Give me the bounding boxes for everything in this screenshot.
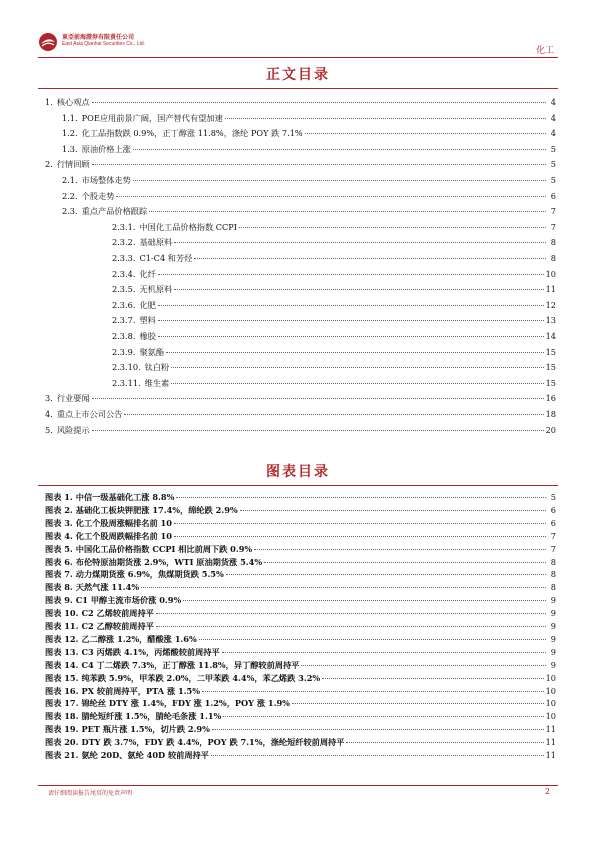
footer-divider <box>38 785 558 786</box>
figure-entry[interactable] <box>45 543 556 556</box>
figure-entry[interactable] <box>45 517 556 530</box>
figure-entry-number: 图表 21. <box>45 750 79 760</box>
figure-entry-title: 锦纶丝 DTY 涨 1.4%，FDY 涨 1.2%，POY 涨 1.9% <box>81 698 290 709</box>
figure-leader-dots <box>211 755 544 756</box>
figure-entry[interactable] <box>45 710 556 723</box>
toc-entry-title: 化肥 <box>139 299 156 310</box>
toc-entry-page: 15 <box>545 377 556 388</box>
toc-entry-title: POE应用前景广阔，国产替代有望加速 <box>81 112 223 123</box>
toc-leader-dots <box>166 352 544 353</box>
figure-leader-dots <box>254 549 546 550</box>
toc-entry-number: 2.3.8. <box>112 331 136 341</box>
toc-leader-dots <box>116 196 546 197</box>
toc-entry-title: 原油价格上涨 <box>81 143 131 154</box>
toc-entry-page: 7 <box>550 221 556 232</box>
page-number: 2 <box>544 787 550 796</box>
figure-entry-page: 5 <box>550 492 556 502</box>
figure-leader-dots <box>264 562 546 563</box>
toc-entry-page: 20 <box>545 424 556 435</box>
toc-entry[interactable] <box>62 205 556 218</box>
figure-entry-page: 9 <box>550 633 556 644</box>
toc-entry[interactable] <box>112 268 556 281</box>
figure-leader-dots <box>346 742 543 743</box>
toc-entry-title: 橡胶 <box>139 331 156 341</box>
toc-entry-title: 中国化工品价格指数 CCPI <box>139 221 238 232</box>
toc-entry-number: 2.3. <box>62 206 78 217</box>
toc-entry-number: 2.3.11. <box>112 377 141 388</box>
figure-entry-page: 11 <box>545 737 556 748</box>
toc-entry-number: 2.3.7. <box>112 315 136 326</box>
figure-entry[interactable] <box>45 568 556 581</box>
figure-entry-title: 中国化工品价格指数 CCPI 相比前周下跌 0.9% <box>75 543 253 554</box>
figure-entry-title: 天然气涨 11.4% <box>75 582 140 593</box>
figure-entry-number: 图表 19. <box>45 724 79 735</box>
figure-entry-title: C1 甲醇主流市场价涨 0.9% <box>75 595 182 606</box>
toc-entry-title: 核心观点 <box>56 97 90 107</box>
figure-entry-title: 乙二醇涨 1.2%，醋酸涨 1.6% <box>81 633 197 644</box>
toc-title-divider <box>38 88 558 89</box>
figure-entry-title: 布伦特原油期货涨 2.9%，WTI 原油期货涨 5.4% <box>75 556 263 567</box>
figure-entry-title: 化工个股周跌幅排名前 10 <box>75 530 172 541</box>
toc-entry-page: 4 <box>550 97 556 107</box>
figure-leader-dots <box>240 510 546 511</box>
figure-entry-number: 图表 6. <box>45 556 73 567</box>
toc-entry-number: 2.3.9. <box>112 346 136 357</box>
figure-entry[interactable] <box>45 659 556 672</box>
figure-leader-dots <box>141 587 546 588</box>
toc-leader-dots <box>239 227 546 228</box>
figure-entry[interactable] <box>45 646 556 659</box>
toc-entry-page: 4 <box>550 128 556 139</box>
figure-leader-dots <box>176 497 546 498</box>
toc-leader-dots <box>174 242 546 243</box>
figure-entry[interactable] <box>45 736 556 749</box>
toc-entry-number: 2.2. <box>62 190 78 201</box>
figure-entry-page: 6 <box>550 517 556 528</box>
toc-leader-dots <box>92 398 544 399</box>
toc-entry-number: 5. <box>45 424 53 435</box>
toc-entry[interactable] <box>45 424 556 437</box>
toc-entry-number: 3. <box>45 393 53 404</box>
figure-entry[interactable] <box>45 491 556 504</box>
toc-leader-dots <box>92 102 546 103</box>
toc-entry[interactable] <box>45 408 556 421</box>
toc-entry-number: 2.3.4. <box>112 268 136 279</box>
toc-entry-title: 市场整体走势 <box>81 175 131 185</box>
toc-entry[interactable] <box>112 236 556 249</box>
toc-entry[interactable] <box>112 361 556 374</box>
figure-entry-number: 图表 20. <box>45 737 79 748</box>
figure-entry-page: 9 <box>550 595 556 606</box>
toc-entry[interactable] <box>112 299 556 312</box>
figure-entry-page: 9 <box>550 621 556 631</box>
toc-entry-title: 风险提示 <box>56 424 90 435</box>
figure-entry-number: 图表 5. <box>45 543 73 554</box>
figure-entry-title: PET 瓶片涨 1.5%，切片跌 2.9% <box>81 724 210 735</box>
toc-entry-title: C1-C4 和芳烃 <box>139 253 193 263</box>
toc-title: 正文目录 <box>266 67 330 83</box>
figure-leader-dots <box>174 536 546 537</box>
toc-entry[interactable] <box>112 346 556 359</box>
figure-entry[interactable] <box>45 672 556 685</box>
toc-entry[interactable] <box>112 283 556 296</box>
figure-entry[interactable] <box>45 697 556 710</box>
company-logo-icon <box>38 32 58 52</box>
figure-leader-dots <box>222 652 546 653</box>
figure-entry-number: 图表 14. <box>45 659 79 670</box>
toc-entry[interactable] <box>112 221 556 234</box>
toc-entry-number: 1.2. <box>62 128 78 139</box>
toc-entry[interactable] <box>112 314 556 327</box>
figure-entry-page: 10 <box>545 711 556 722</box>
figure-entry-page: 10 <box>545 672 556 683</box>
figure-leader-dots <box>212 729 544 730</box>
toc-entry-page: 5 <box>550 159 556 170</box>
figure-leader-dots <box>156 626 546 627</box>
figure-entry-page: 8 <box>550 582 556 593</box>
report-header <box>38 30 558 56</box>
figure-entry-page: 9 <box>550 608 556 619</box>
figure-entry-number: 图表 12. <box>45 633 79 644</box>
toc-entry-page: 16 <box>545 393 556 404</box>
figure-entry[interactable] <box>45 633 556 646</box>
toc-entry-number: 2. <box>45 159 53 170</box>
figure-entry[interactable] <box>45 685 556 698</box>
toc-entry-page: 10 <box>545 268 556 279</box>
toc-entry[interactable] <box>112 330 556 343</box>
figure-entry-title: 腈纶短纤涨 1.5%，腈纶毛条涨 1.1% <box>81 711 222 722</box>
figure-leader-dots <box>156 613 546 614</box>
figures-title-divider <box>38 485 558 486</box>
header-divider <box>38 57 558 58</box>
toc-entry-page: 7 <box>550 206 556 217</box>
figure-entry-title: 中信一级基础化工涨 8.8% <box>75 492 175 502</box>
toc-leader-dots <box>124 414 543 415</box>
figure-entry-page: 11 <box>545 724 556 735</box>
toc-leader-dots <box>133 180 546 181</box>
toc-entry-title: 无机原料 <box>139 284 173 295</box>
toc-leader-dots <box>92 430 544 431</box>
toc-leader-dots <box>149 211 546 212</box>
toc-leader-dots <box>158 274 544 275</box>
figure-entry-title: PX 较前周持平，PTA 涨 1.5% <box>81 685 201 696</box>
figure-entry-number: 图表 17. <box>45 698 79 709</box>
figure-entry-number: 图表 11. <box>45 621 79 631</box>
figure-entry-title: C2 乙醇较前周持平 <box>81 621 154 631</box>
figure-leader-dots <box>199 639 546 640</box>
toc-entry-title: 重点产品价格跟踪 <box>81 206 148 217</box>
figure-entry[interactable] <box>45 530 556 543</box>
figure-entry[interactable] <box>45 594 556 607</box>
figure-entry-title: 纯苯跌 5.9%，甲苯跌 2.0%，二甲苯跌 4.4%，苯乙烯跌 3.2% <box>81 672 321 683</box>
toc-entry-title: 聚氨酯 <box>139 346 165 357</box>
toc-leader-dots <box>305 133 546 134</box>
toc-leader-dots <box>194 258 546 259</box>
toc-entry-page: 4 <box>550 112 556 123</box>
figure-entry-number: 图表 4. <box>45 530 73 541</box>
figure-entry-page: 10 <box>545 685 556 696</box>
figure-entry[interactable] <box>45 723 556 736</box>
toc-entry-number: 1.3. <box>62 143 78 154</box>
toc-entry-title: 塑料 <box>139 315 156 326</box>
toc-entry-page: 13 <box>545 315 556 326</box>
figure-entry-page: 10 <box>545 698 556 709</box>
toc-leader-dots <box>171 383 543 384</box>
toc-entry-title: 化纤 <box>139 268 156 279</box>
figure-entry[interactable] <box>45 620 556 633</box>
toc-entry-title: 化工品指数跌 0.9%，正丁醇涨 11.8%，涤纶 POY 跌 7.1% <box>81 128 303 139</box>
figure-entry-page: 9 <box>550 646 556 657</box>
toc-entry[interactable] <box>45 392 556 405</box>
toc-leader-dots <box>158 320 544 321</box>
toc-entry[interactable] <box>45 96 556 109</box>
figure-entry-page: 8 <box>550 556 556 567</box>
industry-label: 化工 <box>535 46 554 56</box>
brand-name-cn: 東亞前海證券有限責任公司 <box>62 35 135 41</box>
toc-entry-number: 2.3.2. <box>112 237 136 248</box>
toc-entry-number: 2.3.10. <box>112 362 141 373</box>
figure-entry-number: 图表 3. <box>45 517 73 528</box>
toc-leader-dots <box>158 305 544 306</box>
figure-entry-page: 7 <box>550 543 556 554</box>
toc-entry-page: 11 <box>545 284 556 295</box>
toc-entry-page: 5 <box>550 143 556 154</box>
toc-entry[interactable] <box>45 158 556 171</box>
figure-leader-dots <box>226 574 546 575</box>
toc-entry-page: 15 <box>545 362 556 373</box>
toc-entry-title: 行业要闻 <box>56 393 90 404</box>
toc-entry[interactable] <box>112 252 556 265</box>
toc-entry[interactable] <box>112 377 556 390</box>
figure-entry-page: 6 <box>550 504 556 515</box>
figure-leader-dots <box>223 716 543 717</box>
toc-entry-page: 15 <box>545 346 556 357</box>
toc-entry-page: 6 <box>550 190 556 201</box>
toc-entry-number: 2.3.6. <box>112 299 136 310</box>
figure-leader-dots <box>202 691 544 692</box>
figure-entry[interactable] <box>45 581 556 594</box>
figure-entry-number: 图表 8. <box>45 582 73 593</box>
toc-entry-page: 8 <box>550 253 556 263</box>
toc-leader-dots <box>92 164 546 165</box>
figure-entry-title: C4 丁二烯跌 7.3%，正丁醇涨 11.8%，异丁醇较前周持平 <box>81 659 300 670</box>
figure-entry-page: 7 <box>550 530 556 541</box>
figure-entry[interactable] <box>45 749 556 762</box>
figure-leader-dots <box>183 600 546 601</box>
toc-entry-title: 行情回顾 <box>56 159 90 170</box>
toc-entry[interactable] <box>62 112 556 125</box>
figure-entry-title: 基础化工板块钾肥涨 17.4%，绵纶跌 2.9% <box>75 504 238 515</box>
toc-entry-title: 维生素 <box>144 377 170 388</box>
toc-entry[interactable] <box>62 174 556 187</box>
toc-entry-title: 基础原料 <box>139 237 173 248</box>
toc-entry-page: 12 <box>545 299 556 310</box>
toc-entry-title: 钛白粉 <box>144 362 170 373</box>
figure-leader-dots <box>322 678 543 679</box>
toc-entry-page: 14 <box>545 331 556 341</box>
figure-entry-number: 图表 1. <box>45 492 73 502</box>
toc-leader-dots <box>225 118 546 119</box>
figure-entry-title: DTY 跌 3.7%，FDY 跌 4.4%，POY 跌 7.1%，涤纶短纤较前周持平 <box>81 737 345 748</box>
toc-entry-number: 4. <box>45 409 53 419</box>
figure-entry-number: 图表 2. <box>45 504 73 515</box>
figure-entry-title: C3 丙烯跌 4.1%，丙烯酸较前周持平 <box>81 646 220 657</box>
figure-entry-number: 图表 9. <box>45 595 73 606</box>
figure-leader-dots <box>174 523 546 524</box>
figure-entry-title: 氨纶 20D、氨纶 40D 较前周持平 <box>81 750 209 760</box>
figure-entry-page: 11 <box>545 750 556 760</box>
figure-entry-number: 图表 7. <box>45 569 73 580</box>
figure-entry[interactable] <box>45 556 556 569</box>
toc-leader-dots <box>171 367 543 368</box>
brand-name-en: East Asia Qianhai Securities Co., Ltd. <box>62 41 146 47</box>
toc-entry-number: 2.3.1. <box>112 221 136 232</box>
figure-entry-number: 图表 15. <box>45 672 79 683</box>
figure-entry-number: 图表 13. <box>45 646 79 657</box>
toc-entry-number: 2.3.5. <box>112 284 136 295</box>
figures-title: 图表目录 <box>266 464 330 480</box>
figure-entry-title: 动力煤期货涨 6.9%，焦煤期货跌 5.5% <box>75 569 224 580</box>
toc-entry[interactable] <box>62 143 556 156</box>
figure-entry-title: C2 乙烯较前周持平 <box>81 608 154 619</box>
figure-entry-page: 9 <box>550 659 556 670</box>
toc-entry-number: 2.3.3. <box>112 253 136 263</box>
toc-entry[interactable] <box>62 127 556 140</box>
toc-entry-number: 2.1. <box>62 175 78 185</box>
toc-entry-page: 8 <box>550 237 556 248</box>
figure-entry-number: 图表 10. <box>45 608 79 619</box>
figure-entry-page: 8 <box>550 569 556 580</box>
figure-entry-number: 图表 16. <box>45 685 79 696</box>
toc-entry-title: 重点上市公司公告 <box>56 409 123 419</box>
figure-entry-number: 图表 18. <box>45 711 79 722</box>
toc-entry[interactable] <box>62 190 556 203</box>
toc-leader-dots <box>133 149 546 150</box>
figure-entry-title: 化工个股周涨幅排名前 10 <box>75 517 172 528</box>
toc-leader-dots <box>174 289 543 290</box>
toc-entry-page: 5 <box>550 175 556 185</box>
disclaimer-note: 请仔细阅读报告尾页的免责声明 <box>48 790 133 797</box>
figure-entry[interactable] <box>45 607 556 620</box>
toc-leader-dots <box>158 336 544 337</box>
figure-leader-dots <box>292 703 544 704</box>
toc-entry-title: 个股走势 <box>81 190 115 201</box>
toc-entry-number: 1.1. <box>62 112 78 123</box>
toc-entry-page: 18 <box>545 409 556 419</box>
figure-entry[interactable] <box>45 504 556 517</box>
toc-entry-number: 1. <box>45 97 53 107</box>
figure-leader-dots <box>301 665 546 666</box>
